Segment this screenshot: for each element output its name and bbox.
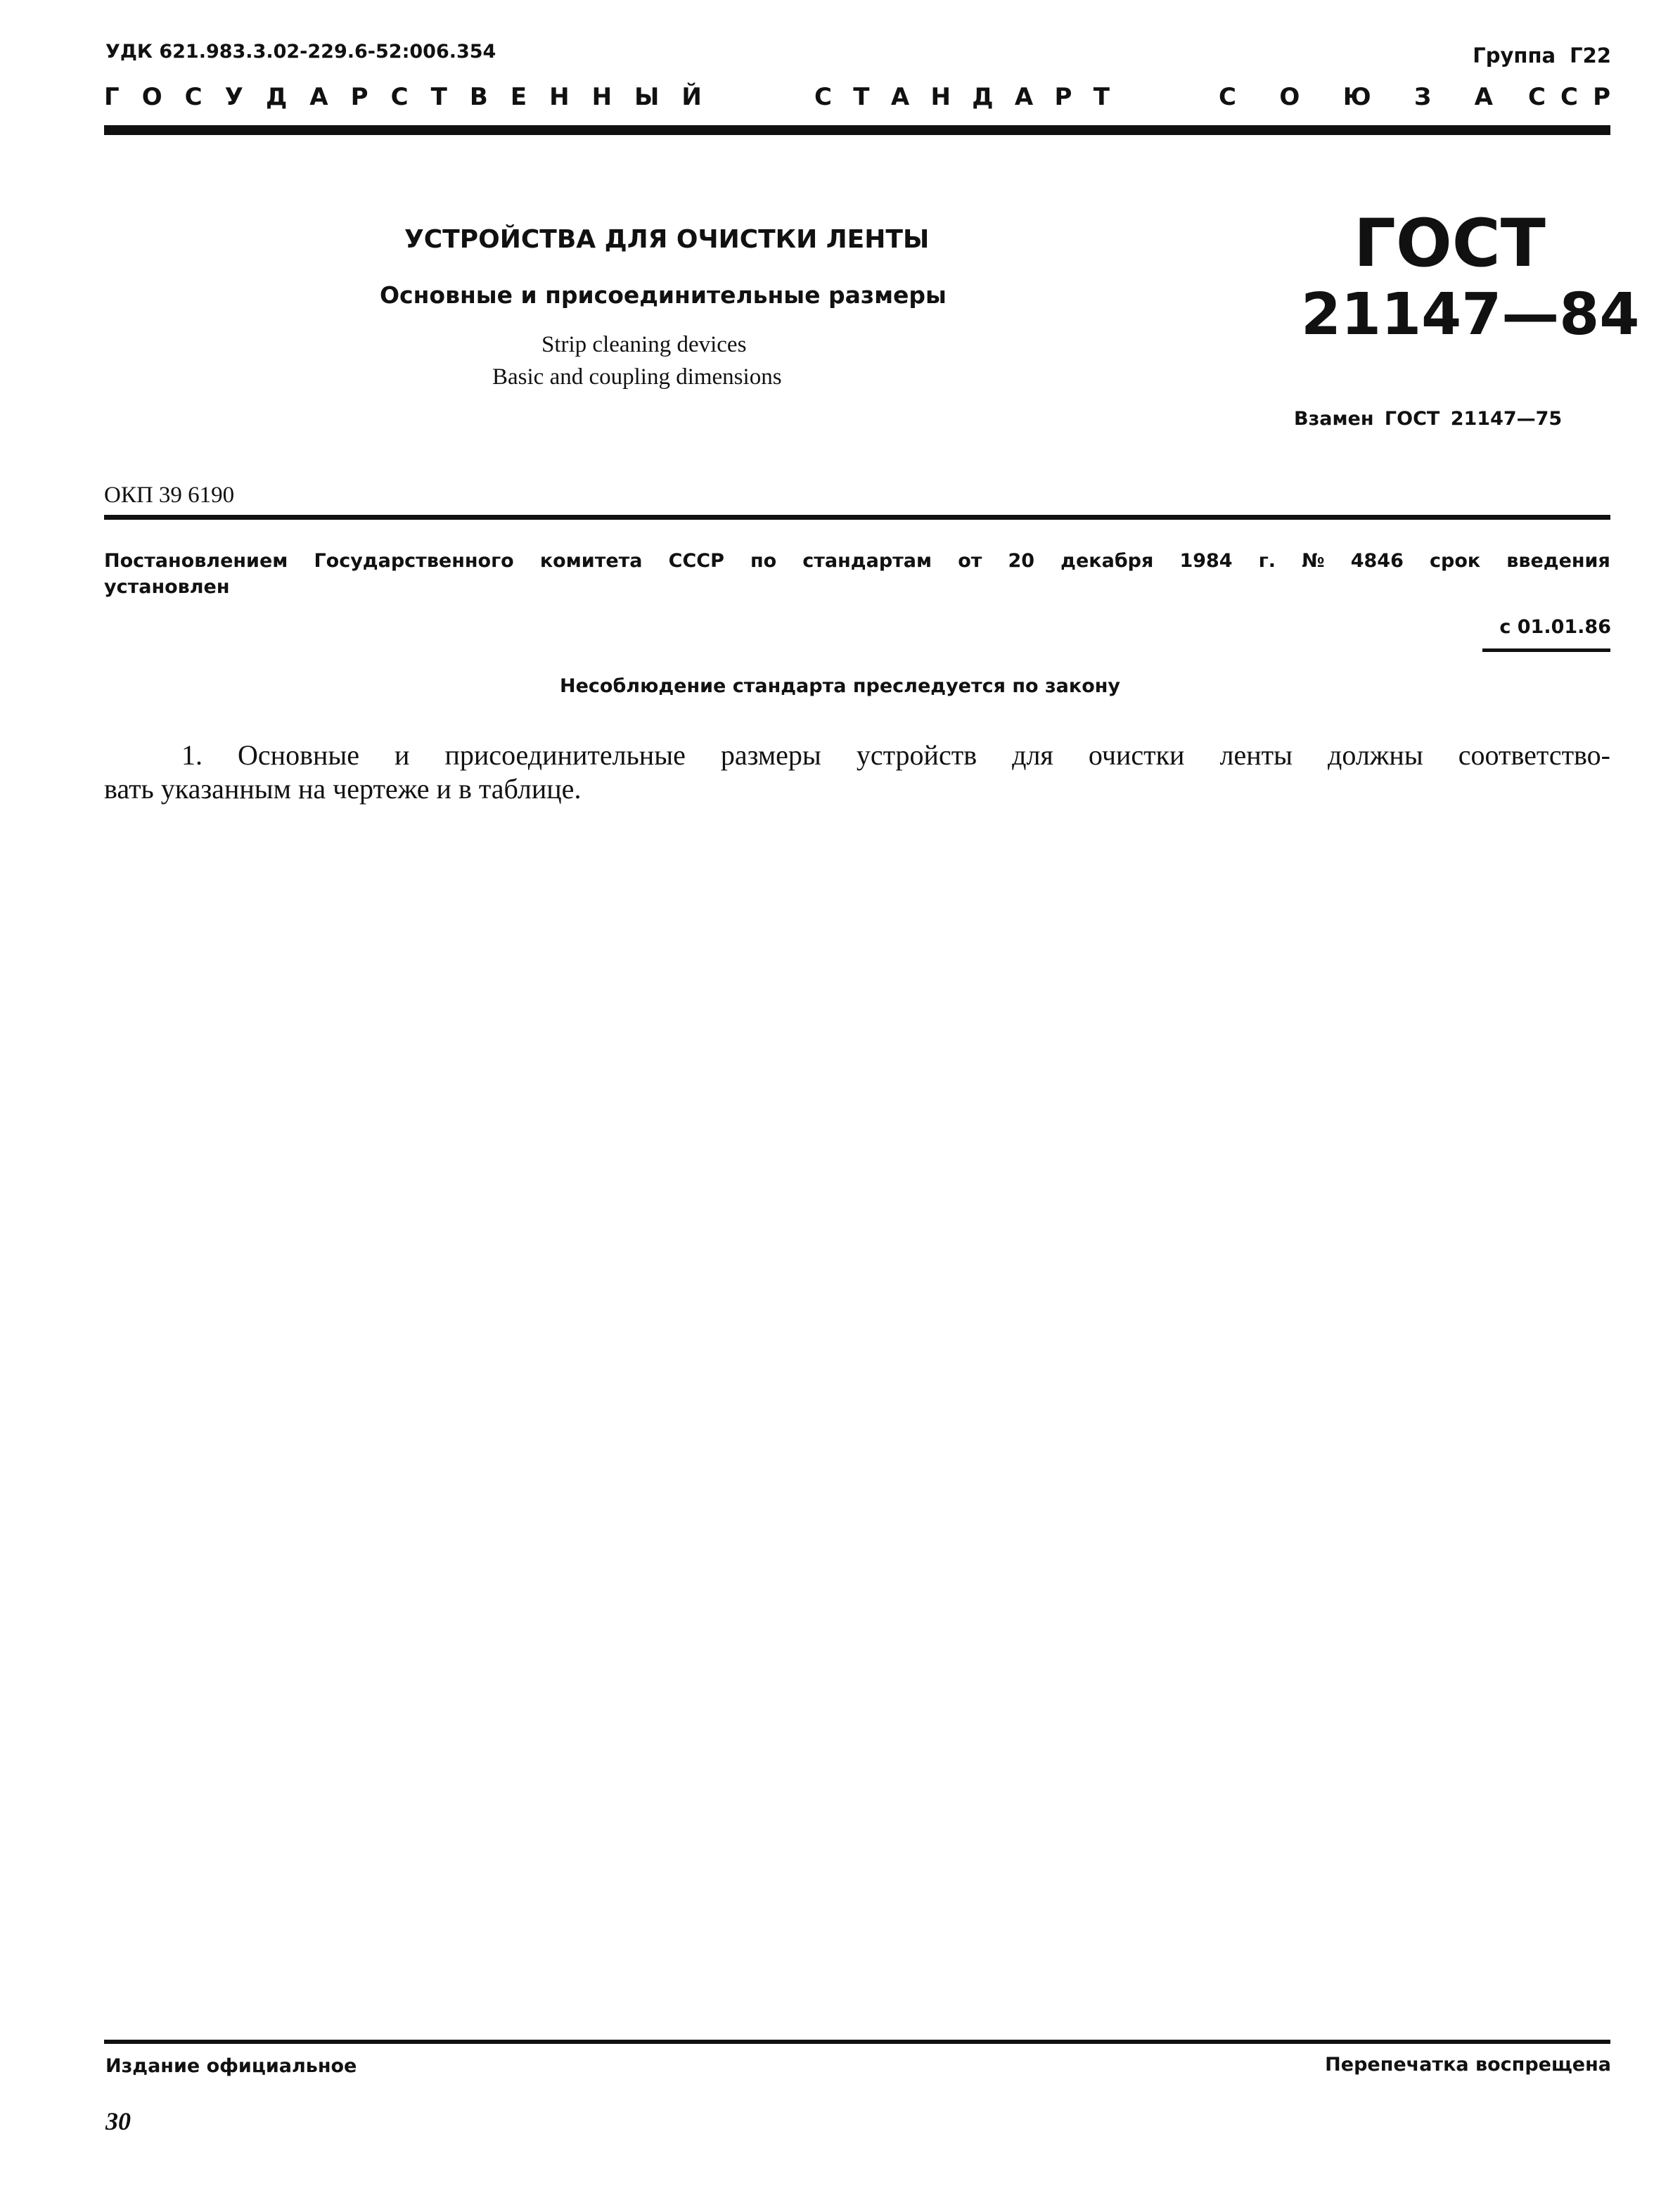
header-rule: [104, 125, 1610, 135]
legal-notice: Несоблюдение стандарта преследуется по закону: [559, 675, 1121, 697]
group-code: Группа Г22: [1473, 44, 1611, 68]
document-title: УСТРОЙСТВА ДЛЯ ОЧИСТКИ ЛЕНТЫ: [404, 225, 930, 254]
english-title: Strip cleaning devices: [541, 332, 747, 357]
banner-word-state: Г О С У Д А Р С Т В Е Н Н Ы Й: [104, 83, 702, 111]
banner-word-ssr: С С Р: [1528, 83, 1610, 111]
udk-code: УДК 621.983.3.02-229.6-52:006.354: [105, 41, 496, 63]
gost-number: 21147—84: [1301, 281, 1640, 348]
section-rule: [104, 515, 1610, 520]
paragraph-1: [104, 739, 1610, 806]
effective-date-underline: [1482, 648, 1610, 652]
page-number: 30: [105, 2107, 131, 2135]
english-subtitle: Basic and coupling dimensions: [492, 364, 782, 390]
gost-label: ГОСТ: [1354, 205, 1546, 282]
document-subtitle: Основные и присоединительные размеры: [380, 281, 947, 309]
banner-word-standard: С Т А Н Д А Р Т: [814, 83, 1110, 111]
reprint-prohibited: Перепечатка воспрещена: [1325, 2054, 1611, 2076]
paragraph-1-line-1: 1. Основные и присоединительные размеры устройств для очистки ленты должны соответство-: [181, 739, 1610, 771]
decree-line-1: Постановлением Государственного комитета СССР по стандартам от 20 декабря 1984 г. № 4846 срок введения: [104, 550, 1610, 572]
decree-text: [104, 550, 1610, 598]
paragraph-1-line-2: вать указанным на чертеже и в таблице.: [104, 773, 582, 805]
effective-date: с 01.01.86: [1499, 616, 1611, 638]
banner-word-union: С О Ю З А: [1219, 83, 1493, 111]
decree-line-2: установлен: [104, 576, 230, 598]
footer-rule: [104, 2040, 1610, 2044]
replaces-standard: Взамен ГОСТ 21147—75: [1294, 408, 1563, 430]
state-standard-banner: [104, 83, 1610, 122]
okp-code: ОКП 39 6190: [104, 482, 235, 508]
official-edition: Издание официальное: [105, 2055, 357, 2077]
